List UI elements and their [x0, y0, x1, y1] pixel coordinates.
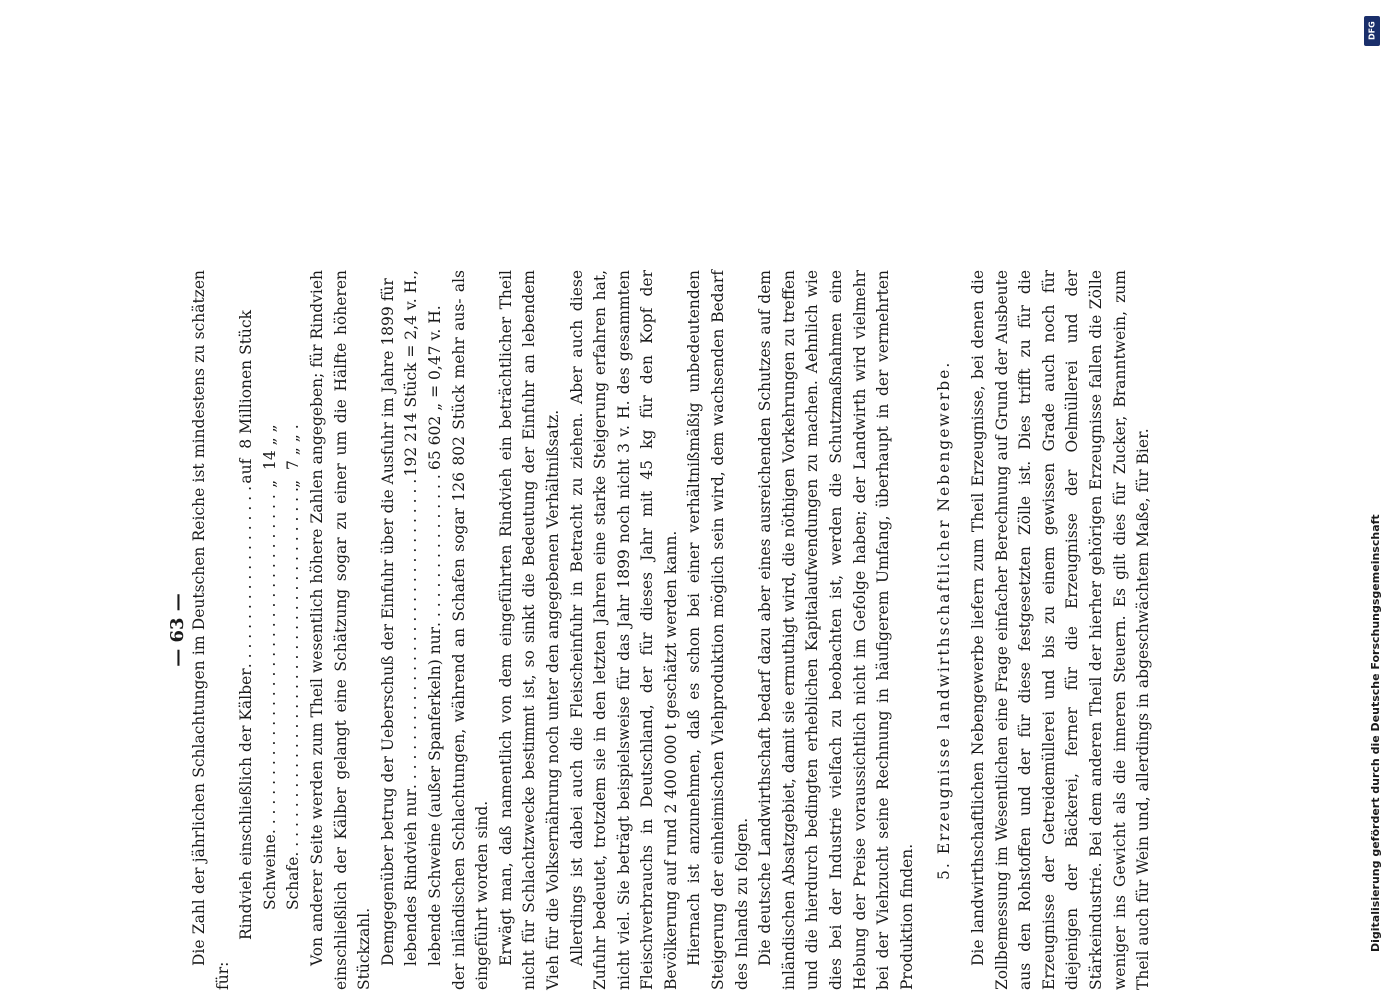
import-value: 65 602 „ = 0,47 v. H.	[425, 305, 444, 470]
leader-dots	[282, 488, 306, 857]
paragraph-consideration: Erwägt man, daß namentlich von dem eingeführten Rindvieh ein beträchtlicher Theil nicht für Schlachtzwecke bestimmt ist, so sinkt die Bedeutung der Einfuhr an lebendem Vieh für die Volksernährung noch unter den angegebenen Verhältnißsatz.	[496, 270, 562, 990]
paragraph-agriculture-protection: Die deutsche Landwirthschaft bedarf dazu aber eines ausreichenden Schutzes auf dem inländischen Absatzgebiet, damit sie ermuthigt wird, die nöthigen Vorkehrungen zu treffen und die hierdurch bedingten erheblichen Kapitalaufwendungen zu machen. Aehnlich wie dies bei der Industrie vielfach zu beobachten ist, werden die Schutzmaßnahmen eine Hebung der Preise voraussichtlich nicht im Gefolge haben; der Landwirth wird vielmehr bei der Viehzucht seine Rechnung in häufigerem Umfang, überhaupt in der vermehrten Produktion finden.	[756, 270, 916, 990]
import-value: 192 214 Stück = 2,4 v. H.,	[402, 270, 421, 477]
paragraph-conclusion: Hiernach ist anzunehmen, daß es schon bei einer verhältnißmäßig unbedeutenden Steigerung der einheimischen Viehproduktion möglich sein wird, dem wachsenden Bedarf des Inlands zu folgen.	[685, 270, 751, 990]
paragraph-other-estimates: Von anderer Seite werden zum Theil wesentlich höhere Zahlen angegeben; für Rindvieh einschließlich der Kälber gelangt eine Schätzung sogar zu einer um die Hälfte höheren Stückzahl.	[307, 270, 374, 990]
leader-dots	[235, 484, 259, 669]
import-label: lebende Schweine (außer Spanferkeln) nur	[425, 626, 444, 966]
slaughter-row	[235, 270, 259, 990]
slaughter-prefix: „	[284, 479, 303, 488]
paragraph-import-intro: Demgegenüber betrug der Ueberschuß der Einfuhr über die Ausfuhr im Jahre 1899 für	[378, 278, 397, 966]
page-body	[176, 270, 1156, 990]
slaughter-label: Schweine	[260, 834, 279, 910]
slaughter-prefix: „	[260, 479, 279, 488]
paragraph-slaughter-intro: Die Zahl der jährlichen Schlachtungen im Deutschen Reiche ist mindestens zu schätzen für:	[190, 270, 232, 990]
slaughter-value: 14 „ „	[260, 424, 279, 470]
rotated-page	[158, 270, 1268, 990]
leader-dots	[400, 477, 424, 790]
slaughter-label: Rindvieh einschließlich der Kälber	[237, 668, 256, 940]
leader-dots	[424, 470, 448, 627]
slaughter-row	[259, 270, 283, 990]
section-heading: 5. Erzeugnisse landwirthschaftlicher Nebengewerbe.	[935, 360, 954, 880]
digitization-note: Digitalisierung gefördert durch die Deutsche Forschungsgemeinschaft	[1369, 514, 1382, 952]
paragraph-side-industries: Die landwirthschaftlichen Nebengewerbe liefern zum Theil Erzeugnisse, bei denen die Zollbemessung im Wesentlichen eine Frage einfacher Berechnung auf Grund der Ausbeute aus den Rohstoffen und der für diese festgesetzten Zölle ist. Dies trifft zu für die Erzeugnisse der Getreidemüllerei und bis zu einem gewissen Grade auch noch für diejenigen der Bäckerei, ferner für die Erzeugnisse der Oelmüllerei und der Stärkeindustrie. Bei dem anderen Theil der hierher gehörigen Erzeugnisse fallen die Zölle weniger ins Gewicht als die inneren Steuern. Es gilt dies für Zucker, Branntwein, zum Theil auch für Wein und, allerdings in abgeschwächtem Maße, für Bier.	[969, 270, 1153, 990]
paragraph-meat-import: Allerdings ist dabei auch die Fleischeinfuhr in Betracht zu ziehen. Aber auch diese Zufuhr bedeutet, trotzdem sie in den letzten Jahren eine starke Steigerung erfahren hat, nicht viel. Sie beträgt beispielsweise für das Jahr 1899 noch nicht 3 v. H. des gesammten Fleischverbrauchs in Deutschland, der für dieses Jahr mit 45 kg für den Kopf der Bevölkerung auf rund 2 400 000 t geschätzt werden kann.	[567, 270, 680, 990]
digitization-sidebar	[1362, 12, 1390, 992]
slaughter-prefix: auf	[237, 458, 256, 484]
paragraph-import-cont: der inländischen Schlachtungen, während an Schafen sogar 126 802 Stück mehr aus- als eingeführt worden sind.	[449, 270, 492, 990]
slaughter-label: Schafe	[284, 856, 303, 910]
slaughter-row	[282, 270, 306, 990]
slaughter-value: 7 „ „ .	[284, 424, 303, 470]
import-row	[400, 270, 424, 990]
leader-dots	[259, 488, 283, 834]
slaughter-value: 8 Millionen Stück	[237, 310, 256, 449]
import-row	[424, 270, 448, 990]
import-label: lebendes Rindvieh nur	[402, 789, 421, 966]
dfg-logo-icon: DFG	[1364, 16, 1380, 46]
page-number: — 63 —	[167, 593, 188, 667]
